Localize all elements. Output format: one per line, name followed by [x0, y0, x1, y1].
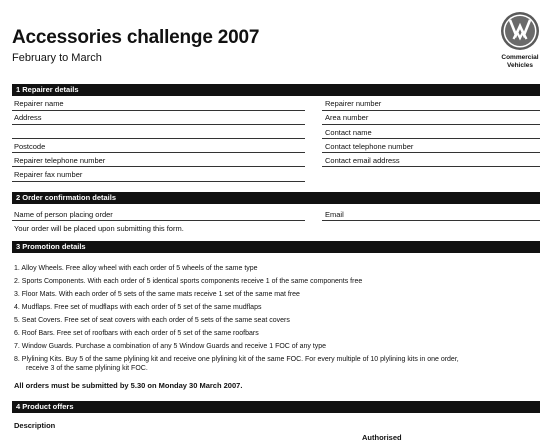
document-title: Accessories challenge 2007	[12, 27, 260, 48]
section-2-header: 2 Order confirmation details	[12, 192, 540, 204]
postcode-label: Postcode	[14, 142, 46, 151]
vw-logo-icon	[500, 11, 540, 51]
repairer-telephone-label: Repairer telephone number	[14, 156, 106, 165]
promotion-item: 7. Window Guards. Purchase a combination of any 5 Window Guards and receive 1 FOC of any type	[14, 343, 327, 350]
address-label: Address	[14, 113, 42, 122]
promotion-item: 8. Plylining Kits. Buy 5 of the same plylining kit and receive one plylining kit of the same FOC. For every multiple of 10 plylining kits in one order,	[14, 356, 459, 363]
promotion-item: 2. Sports Components. With each order of 5 identical sports components receive 1 of the same components free	[14, 278, 363, 285]
section-1-header: 1 Repairer details	[12, 84, 540, 96]
section-4-header: 4 Product offers	[12, 401, 540, 413]
promotion-item: 3. Floor Mats. With each order of 5 sets of the same mats receive 1 set of the same mat free	[14, 291, 300, 298]
brand-label	[488, 54, 550, 69]
repairer-number-field[interactable]	[322, 110, 540, 111]
promotion-item-continuation: receive 3 of the same plylining kit FOC.	[26, 365, 148, 372]
contact-name-label: Contact name	[325, 128, 372, 137]
brand-line-commercial: Commercial	[501, 54, 539, 61]
address-field-line-2[interactable]	[12, 138, 305, 139]
repairer-number-label: Repairer number	[325, 99, 382, 108]
person-placing-order-field[interactable]	[12, 220, 305, 221]
contact-email-field[interactable]	[322, 166, 540, 167]
document-subtitle: February to March	[12, 52, 102, 64]
description-column-label: Description	[14, 421, 56, 430]
authorised-column-label: Authorised	[362, 433, 402, 442]
contact-email-label: Contact email address	[325, 156, 400, 165]
person-placing-order-label: Name of person placing order	[14, 210, 113, 219]
promotion-item: 4. Mudflaps. Free set of mudflaps with each order of 5 set of the same mudflaps	[14, 304, 262, 311]
repairer-name-field[interactable]	[12, 110, 305, 111]
repairer-name-label: Repairer name	[14, 99, 64, 108]
order-note: Your order will be placed upon submitting this form.	[14, 224, 184, 233]
repairer-fax-field[interactable]	[12, 181, 305, 182]
contact-telephone-label: Contact telephone number	[325, 142, 414, 151]
email-label: Email	[325, 210, 344, 219]
address-field-line-1[interactable]	[12, 124, 305, 125]
area-number-field[interactable]	[322, 124, 540, 125]
promotion-item: 1. Alloy Wheels. Free alloy wheel with each order of 5 wheels of the same type	[14, 265, 258, 272]
order-deadline: All orders must be submitted by 5.30 on Monday 30 March 2007.	[14, 381, 243, 390]
repairer-fax-label: Repairer fax number	[14, 170, 83, 179]
contact-telephone-field[interactable]	[322, 152, 540, 153]
postcode-field[interactable]	[12, 152, 305, 153]
contact-name-field[interactable]	[322, 138, 540, 139]
repairer-telephone-field[interactable]	[12, 166, 305, 167]
promotion-item: 6. Roof Bars. Free set of roofbars with each order of 5 set of the same roofbars	[14, 330, 259, 337]
section-3-header: 3 Promotion details	[12, 241, 540, 253]
email-field[interactable]	[322, 220, 540, 221]
brand-line-vehicles: Vehicles	[506, 61, 534, 69]
promotion-item: 5. Seat Covers. Free set of seat covers with each order of 5 sets of the same seat covers	[14, 317, 290, 324]
area-number-label: Area number	[325, 113, 369, 122]
